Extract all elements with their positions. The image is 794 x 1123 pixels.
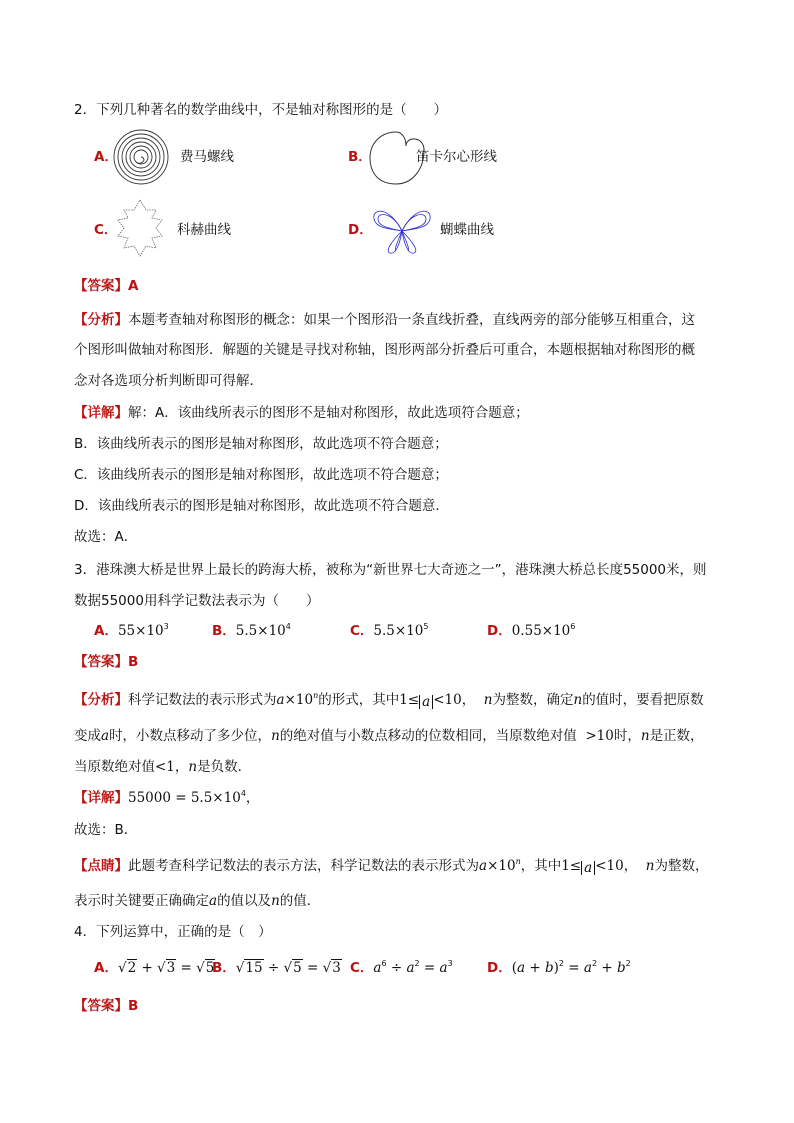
q2-option-b: B． [348,149,372,165]
q3-analysis-1: 【分析】科学记数法的表示形式为$a\times 10^n$的形式，其中1≤ a <10， n为整数，确定n的值时，要看把原数 [74,691,704,710]
q3-answer: 【答案】B [74,654,139,670]
q2-detail-4: D．该曲线所表示的图形是轴对称图形，故此选项不符合题意． [74,498,449,514]
q2-option-b-caption: 笛卡尔心形线 [416,149,497,165]
q4-option-d: D．$(a + b)^2 = a^2 + b^2$ [487,959,631,976]
q3-detail: 【详解】$55000 = 5.5\times 10^4$， [74,789,260,806]
q3-option-c: C．$5.5\times 10^5$ [350,622,429,639]
q2-detail-1: 【详解】解：A．该曲线所表示的图形不是轴对称图形，故此选项符合题意； [74,405,529,421]
koch-curve-figure [108,198,172,260]
q3-analysis-2: 变成a时，小数点移动了多少位，n的绝对值与小数点移动的位数相同，当原数绝对值 >10时，n是正数， [74,728,704,744]
q4-option-a: A．√2 + √3 = √5 [94,960,215,976]
q2-analysis-3: 念对各选项分析判断即可得解． [74,373,263,389]
q2-option-c-caption: 科赫曲线 [177,222,231,238]
butterfly-curve-figure [370,205,434,255]
q3-choose: 故选：B． [74,822,138,838]
q2-choose: 故选：A． [74,529,138,545]
q2-option-c: C． [94,222,118,238]
q3-option-a: A．$55\times 10^3$ [94,622,169,639]
q2-option-d-caption: 蝴蝶曲线 [440,222,494,238]
q4-option-b: B．√15 ÷ √5 = √3 [212,960,341,976]
q2-analysis-1: 【分析】本题考查轴对称图形的概念：如果一个图形沿一条直线折叠，直线两旁的部分能够互相重合，这 [74,312,695,328]
q4-stem: 4．下列运算中，正确的是（ ） [74,924,272,940]
q4-option-c: C．$a^6 \div a^2 = a^3$ [350,959,453,976]
q2-detail-2: B．该曲线所表示的图形是轴对称图形，故此选项不符合题意； [74,436,448,452]
q3-stem-1: 3．港珠澳大桥是世界上最长的跨海大桥，被称为“新世界七大奇迹之一”，港珠澳大桥总长度55000米，则 [74,562,707,578]
q4-answer: 【答案】B [74,998,139,1014]
q2-option-a-caption: 费马螺线 [180,149,234,165]
q3-stem-2: 数据55000用科学记数法表示为（ ） [74,593,320,609]
q2-option-d: D． [348,222,373,238]
q2-analysis-2: 个图形叫做轴对称图形．解题的关键是寻找对称轴，图形两部分折叠后可重合，本题根据轴对称图形的概 [74,342,695,358]
fermat-spiral-figure [112,128,170,186]
q3-point-2: 表示时关键要正确确定a的值以及n的值． [74,893,321,909]
q3-option-b: B．$5.5\times 10^4$ [212,622,291,639]
q3-analysis-3: 当原数绝对值<1，n是负数． [74,759,252,775]
q3-point-1: 【点睛】此题考查科学记数法的表示方法，科学记数法的表示形式为$a\times 10^n$，其中1≤ a <10， n为整数， [74,857,709,876]
q2-detail-3: C．该曲线所表示的图形是轴对称图形，故此选项不符合题意； [74,467,448,483]
q2-answer: 【答案】A [74,278,139,294]
q2-stem: 2．下列几种著名的数学曲线中，不是轴对称图形的是（ ） [74,102,448,118]
q2-option-a: A． [94,149,118,165]
q3-option-d: D．$0.55\times 10^6$ [487,622,576,639]
